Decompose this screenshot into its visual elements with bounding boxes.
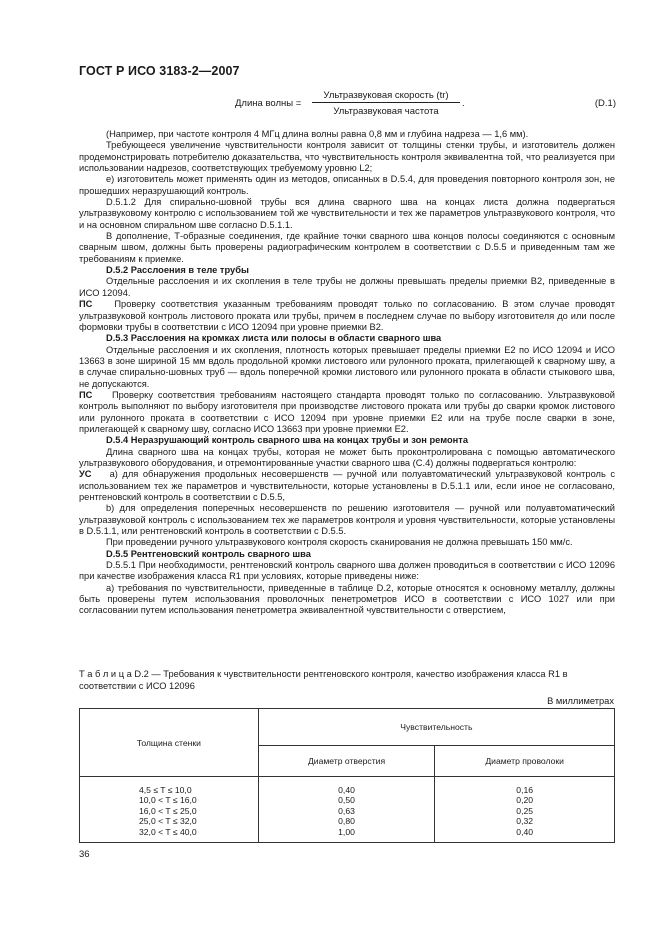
section-heading: D.5.4 Неразрушающий контроль сварного шва на концах трубы и зон ремонта	[106, 435, 468, 446]
paragraph: e) изготовитель может применять один из методов, описанных в D.5.4, для проведения повторного контроля зон, не прошедших неразрушающий контроль.	[79, 174, 615, 196]
formula-numerator: Ультразвуковая скорость (tr)	[312, 90, 460, 103]
formula-fraction	[312, 90, 460, 117]
section-heading: D.5.2 Расслоения в теле трубы	[106, 265, 249, 276]
formula-lhs: Длина волны =	[235, 98, 302, 109]
thickness-range: 32,0 < T ≤ 40,0	[139, 826, 197, 837]
sensitivity-table	[79, 708, 615, 843]
document-body	[79, 129, 615, 617]
document-header: ГОСТ Р ИСО 3183-2—2007	[79, 64, 240, 78]
paragraph-marker: ПС	[79, 299, 93, 310]
paragraph-text: a) для обнаружения продольных несовершенств — ручной или полуавтоматический ультразвуковой контроль с использованием тех же параметров и чувствительности, которые установлены в D.5.1.1 или, если иное не согласовано, рентгеновский контроль в соответствии с D.5.5,	[79, 469, 615, 502]
formula-period: .	[462, 98, 465, 109]
paragraph: Требующееся увеличение чувствительности контроля зависит от толщины стенки трубы, и изготовитель должен продемонстрировать потребителю доказательства, что чувствительность контроля эквивалентна той, что реализуется при использовании надрезов, соответствующих требуемому уровню L2;	[79, 140, 615, 174]
paragraph: Отдельные расслоения и их скопления, плотность которых превышает пределы приемки Е2 по ИСО 12094 и ИСО 13663 в зоне шириной 15 мм вдоль продольной кромки листового или рулонного проката, прилегающей к сварному шву, а в случае спирально-шовных труб — вдоль поперечной кромки листового или рулонного проката в области стыкового шва, не допускаются.	[79, 344, 615, 389]
marked-paragraph	[79, 299, 615, 333]
thickness-range: 25,0 < T ≤ 32,0	[139, 816, 197, 827]
marked-paragraph	[79, 469, 615, 503]
thickness-ranges-cell	[80, 777, 259, 843]
hole-diameter-value: 1,00	[338, 826, 355, 837]
section-heading: D.5.3 Расслоения на кромках листа или полосы в области сварного шва	[106, 333, 442, 344]
wire-diameter-value: 0,32	[516, 816, 534, 827]
wire-diameter-value: 0,25	[516, 805, 534, 816]
column-header-thickness: Толщина стенки	[80, 709, 259, 777]
paragraph: Отдельные расслоения и их скопления в теле трубы не должны превышать пределы приемки В2, приведенные в ИСО 12094.	[79, 276, 615, 298]
formula-denominator: Ультразвуковая частота	[333, 106, 439, 117]
paragraph-marker: УС	[79, 469, 92, 480]
thickness-range: 16,0 < T ≤ 25,0	[139, 805, 197, 816]
table-caption-line: Т а б л и ц а D.2 — Требования к чувствительности рентгеновского контроля, качество изображения класса R1 в	[79, 669, 568, 679]
thickness-range: 10,0 < T ≤ 16,0	[139, 795, 197, 806]
column-header-wire: Диаметр проволоки	[435, 746, 615, 777]
paragraph-marker: ПС	[79, 389, 93, 400]
hole-diameter-value: 0,80	[338, 816, 355, 827]
table-caption	[79, 668, 615, 692]
paragraph: D.5.1.2 Для спирально-шовной трубы вся длина сварного шва на концах листа должна подвергаться ультразвуковому контролю с использованием той же чувствительности и тех же параметров ультразвукового контроля, что и на основном спиральном шве согласно D.5.1.1.	[79, 197, 615, 230]
paragraph-text: Проверку соответствия требованиям настоящего стандарта проводят только по согласованию. Ультразвуковой контроль выполняют по выбору изготовителя при производстве листового проката или трубы до сварки кромок листового или рулонного проката в соответствии с ИСО 12094 при уровне приемки Е2 или на трубе после сварки в зоне, прилегающей к сварному шву, согласно ИСО 13663 при уровне приемки Е2.	[79, 389, 615, 434]
paragraph: В дополнение, Т-образные соединения, где крайние точки сварного шва концов полосы соединяются с основным сварным швом, должны быть проверены радиографическим контролем в соответствии с D.5.5 и приведенным там же требованиям к приемке.	[79, 231, 615, 264]
page-number: 36	[79, 849, 90, 860]
column-header-hole: Диаметр отверстия	[258, 746, 435, 777]
table-caption-line: соответствии с ИСО 12096	[79, 681, 195, 691]
wire-diameter-value: 0,20	[516, 795, 534, 806]
wire-diameter-value: 0,16	[516, 785, 534, 795]
paragraph: b) для определения поперечных несовершенств по решению изготовителя — ручной или полуавтоматический ультразвуковой контроль с использованием тех же параметров контроля и уровня чувствительности, которые установлены в D.5.1.1, или рентгеновский контроль в соответствии с D.5.5.	[79, 503, 615, 537]
table-units: В миллиметрах	[547, 696, 614, 706]
thickness-range: 4,5 ≤ T ≤ 10,0	[139, 785, 192, 795]
wavelength-formula	[80, 90, 616, 126]
formula-number: (D.1)	[594, 98, 616, 109]
hole-diameter-cell	[258, 777, 435, 843]
paragraph: D.5.5.1 При необходимости, рентгеновский контроль сварного шва должен проводиться в соответствии с ИСО 12096 при качестве изображения класса R1 при условиях, которые приведены ниже:	[79, 560, 615, 582]
table-row	[80, 777, 615, 843]
wire-diameter-cell	[435, 777, 615, 843]
wire-diameter-value: 0,40	[516, 826, 534, 837]
hole-diameter-value: 0,50	[338, 795, 355, 806]
paragraph: При проведении ручного ультразвукового контроля скорость сканирования не должна превышать 150 мм/с.	[106, 537, 573, 548]
column-header-sensitivity: Чувствительность	[258, 709, 614, 746]
paragraph: Длина сварного шва на концах трубы, которая не может быть проконтролирована с помощью автоматического ультразвукового оборудования, и отремонтированные участки сварного шва (С.4) должны подвергаться контролю:	[79, 446, 615, 468]
paragraph: (Например, при частоте контроля 4 МГц длина волны равна 0,8 мм и глубина надреза — 1,6 мм).	[106, 129, 529, 139]
marked-paragraph	[79, 390, 615, 435]
paragraph: а) требования по чувствительности, приведенные в таблице D.2, которые относятся к основному металлу, должны быть проверены путем использования проволочных пенетрометров ИСО в соответствии с ИСО 1027 или при согласовании путем использования пенетрометра эквивалентной чувствительности с отверстием,	[79, 582, 615, 616]
hole-diameter-value: 0,63	[338, 805, 355, 816]
section-heading: D.5.5 Рентгеновский контроль сварного шва	[106, 548, 311, 559]
paragraph-text: Проверку соответствия указанным требованиям проводят только по согласованию. В этом случае проводят ультразвуковой контроль листового проката или трубы, причем в последнем случае по выбору изготовителя до или после формовки трубы в соответствии с ИСО 12094 при уровне приемки В2.	[79, 299, 615, 332]
hole-diameter-value: 0,40	[338, 785, 355, 795]
